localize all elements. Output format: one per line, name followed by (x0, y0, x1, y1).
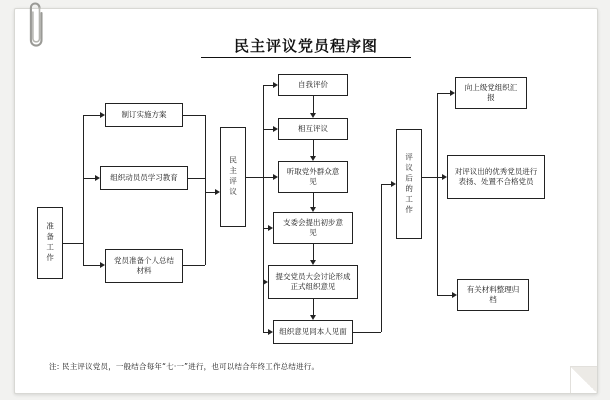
edge-bus-mutual (263, 129, 273, 130)
arrow-bus-feedback (268, 329, 273, 335)
edge-right-bus (437, 93, 438, 295)
arrow-mutual-opinion (310, 156, 316, 161)
page-fold-corner (570, 366, 597, 393)
arrow-bus-branch (268, 225, 273, 231)
arrow-self-mutual (310, 113, 316, 118)
node-review-label: 民主评议 (228, 156, 238, 198)
node-prep (37, 207, 63, 279)
edge-feedback-stem (353, 332, 381, 333)
edge-bus-after (381, 184, 391, 185)
node-opinion (278, 161, 348, 193)
edge-mobilize-bus (188, 178, 205, 179)
arrow-prep-mobilize (95, 175, 100, 181)
title-underline (201, 57, 411, 58)
edge-opinion-branch (313, 193, 314, 207)
node-after (396, 129, 422, 239)
edge-bus-self (263, 85, 273, 86)
edge-materials-bus (183, 265, 205, 266)
edge-mutual-opinion (313, 140, 314, 156)
node-branch-label: 支委会提出初步意见 (283, 218, 343, 237)
arrow-prep-materials (100, 262, 105, 268)
edge-prep-plan (83, 115, 100, 116)
edge-column-bus (263, 85, 264, 332)
edge-review-stem (246, 177, 263, 178)
diagram-sheet (14, 8, 598, 394)
node-prep-label: 准备工作 (45, 222, 55, 264)
node-handle-label: 对评议出的优秀党员进行表扬、处置不合格党员 (454, 167, 538, 186)
page-title: 民主评议党员程序图 (233, 37, 378, 55)
edge-bus-opinion (263, 177, 273, 178)
arrow-bus-opinion (273, 174, 278, 180)
arrow-bus-self (273, 82, 278, 88)
arrow-bus-handle (442, 174, 447, 180)
node-self (278, 74, 348, 96)
edge-prep-bus (83, 115, 84, 265)
arrow-bus-archive (452, 292, 457, 298)
node-mobilize-label: 组织动员员学习教育 (110, 173, 178, 183)
node-report (455, 77, 527, 109)
arrow-bus-meeting (263, 279, 268, 285)
node-review (220, 127, 246, 227)
edge-meeting-feedback (313, 299, 314, 315)
edge-bus-review (205, 192, 215, 193)
edge-bus-archive (437, 295, 452, 296)
node-handle (447, 155, 545, 199)
node-self-label: 自我评价 (298, 80, 328, 90)
arrow-bus-mutual (273, 126, 278, 132)
edge-prep-materials (83, 265, 100, 266)
node-opinion-label: 听取党外群众意见 (286, 167, 340, 186)
edge-prep-stem (63, 243, 83, 244)
node-after-label: 评议后的工作 (404, 152, 414, 216)
edge-bus-report (437, 93, 450, 94)
edge-branch-meeting (313, 244, 314, 260)
footnote: 注: 民主评议党员，一般结合每年“七·一”进行，也可以结合年终工作总结进行。 (49, 362, 320, 371)
edge-review-bus (205, 115, 206, 265)
node-meeting (268, 265, 358, 299)
node-branch (273, 212, 353, 244)
node-plan-label: 制订实施方案 (121, 110, 167, 120)
paperclip-icon (26, 2, 46, 50)
node-meeting-label: 提交党员大会讨论形成正式组织意见 (275, 272, 351, 291)
arrow-meeting-feedback (310, 315, 316, 320)
edge-after-bus (381, 184, 382, 332)
arrow-prep-plan (100, 112, 105, 118)
node-feedback-label: 组织意见同本人见面 (279, 327, 347, 337)
node-mobilize (100, 166, 188, 190)
node-archive-label: 有关材料整理归档 (466, 285, 520, 304)
node-mutual-label: 相互评议 (298, 124, 328, 134)
node-plan (105, 103, 183, 127)
arrow-opinion-branch (310, 207, 316, 212)
arrow-bus-review (215, 189, 220, 195)
node-archive (457, 279, 529, 311)
node-materials-label: 党员准备个人总结材料 (114, 256, 174, 275)
edge-plan-bus (183, 115, 205, 116)
arrow-bus-after (391, 181, 396, 187)
arrow-branch-meeting (310, 260, 316, 265)
edge-after-stem (422, 177, 437, 178)
node-feedback (273, 320, 353, 344)
node-mutual (278, 118, 348, 140)
node-report-label: 向上级党组织汇报 (464, 83, 518, 102)
edge-self-mutual (313, 96, 314, 113)
arrow-bus-report (450, 90, 455, 96)
edge-prep-mobilize (83, 178, 95, 179)
node-materials (105, 249, 183, 283)
